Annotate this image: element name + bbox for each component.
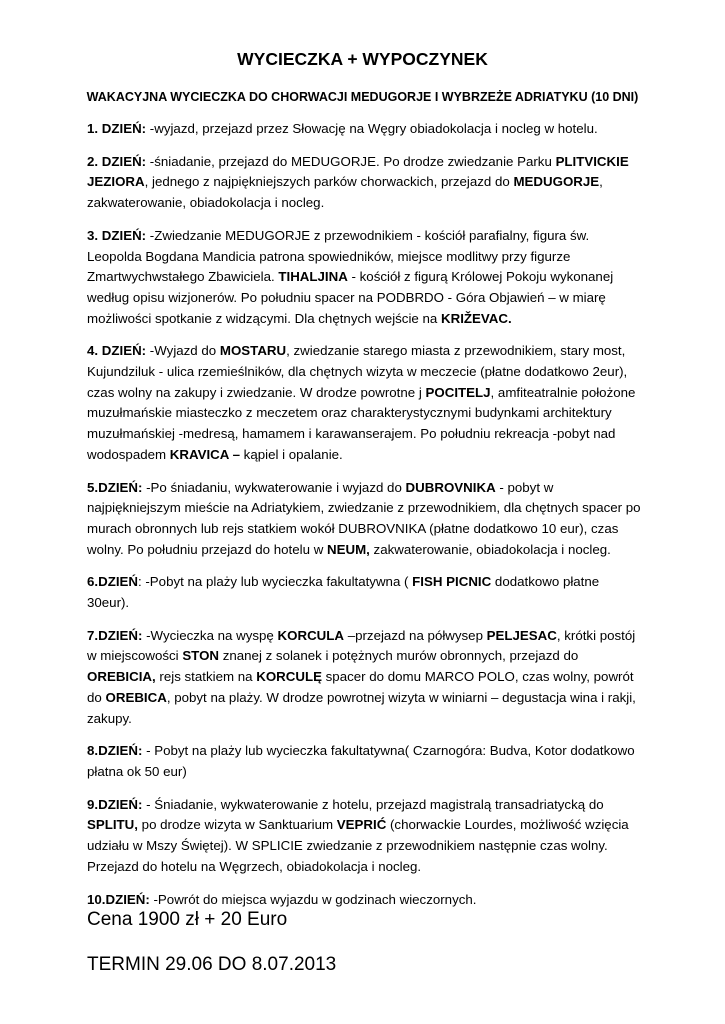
- text-run: dodatkowo płatne 30eur).: [87, 574, 600, 611]
- bold-text-run: 4. DZIEŃ:: [87, 343, 147, 359]
- bold-text-run: 1. DZIEŃ:: [87, 121, 147, 136]
- text-run: , amfiteatralnie położone muzułmańskie miasteczko z meczetem oraz charakterystycznymi budynkami architektury muzułmańskiej -medresą, hamamem i karawanserajem. Po południu rekreacja -pobyt nad wodospadem: [87, 384, 636, 462]
- text-run: spacer do domu MARCO POLO, czas wolny, powrót do: [87, 669, 634, 705]
- text-run: kąpiel i opalanie.: [239, 446, 343, 462]
- itinerary-day-5: [87, 478, 643, 561]
- itinerary-day-9: [87, 795, 643, 878]
- bold-text-run: 5.DZIEŃ:: [87, 479, 143, 495]
- itinerary-day-3: [87, 226, 643, 330]
- itinerary-day-2: [87, 152, 643, 214]
- bold-text-run: VEPRIĆ: [336, 817, 387, 833]
- text-run: znanej z solanek i potężnych murów obronnych, przejazd do: [219, 648, 579, 664]
- text-run: -Wycieczka na wyspę: [142, 627, 278, 643]
- bold-text-run: KORCULA: [277, 627, 345, 643]
- price: Cena 1900 zł + 20 Euro: [87, 909, 288, 930]
- bold-text-run: SPLITU,: [87, 817, 138, 833]
- page-subtitle: WAKACYJNA WYCIECZKA DO CHORWACJI MEDUGORJE I WYBRZEŻE ADRIATYKU (10 DNI): [86, 90, 639, 104]
- text-run: , zakwaterowanie, obiadokolacja i nocleg.: [87, 174, 603, 211]
- text-run: , jednego z najpiękniejszych parków chorwackich, przejazd do: [144, 174, 514, 190]
- itinerary-day-4: [87, 341, 643, 465]
- text-run: -Powrót do miejsca wyjazdu w godzinach wieczornych.: [149, 891, 477, 907]
- text-run: , krótki postój w miejscowości: [87, 627, 636, 664]
- bold-text-run: FISH PICNIC: [412, 574, 492, 590]
- bold-text-run: PELJESAC: [486, 627, 557, 643]
- itinerary-day-6: [87, 572, 643, 613]
- text-run: (chorwackie Lourdes, możliwość wzięcia udziału w Mszy Świętej). W SPLICIE zwiedzanie z przewodnikiem następnie czas wolny. Przejazd do hotelu na Węgrzech, obiadokolacja i nocleg.: [87, 817, 629, 874]
- bold-text-run: 7.DZIEŃ:: [87, 627, 143, 643]
- itinerary: [87, 119, 643, 922]
- bold-text-run: 8.DZIEŃ:: [87, 743, 143, 759]
- bold-text-run: 9.DZIEŃ:: [87, 796, 143, 812]
- text-run: - Śniadanie, wykwaterowanie z hotelu, przejazd magistralą transadriatycką do: [142, 796, 604, 812]
- bold-text-run: DUBROVNIKA: [405, 479, 496, 495]
- termin: TERMIN 29.06 DO 8.07.2013: [87, 954, 337, 975]
- bold-text-run: 6.DZIEŃ: [87, 574, 138, 590]
- text-run: - kościół z figurą Królowej Pokoju wykonanej według opisu wizjonerów. Po południu spacer na PODBRDO - Góra Objawień – w miarę możliwości spotkanie z widzącymi. Dla chętnych wejście na: [87, 269, 614, 326]
- text-run: rejs statkiem na: [155, 669, 257, 685]
- bold-text-run: OREBICIA,: [87, 669, 156, 685]
- itinerary-day-1: [87, 119, 643, 140]
- bold-text-run: MEDUGORJE: [513, 174, 600, 190]
- itinerary-day-8: [87, 741, 643, 782]
- bold-text-run: TIHALJINA: [278, 269, 348, 285]
- text-run: po drodze wizyta w Sanktuarium: [137, 817, 337, 833]
- text-run: , zwiedzanie starego miasta z przewodnikiem, stary most, Kujundziluk - ulica rzemieślników, dla chętnych wizyta w meczecie (płatne dodatkowo 2eur), czas wolny na zakupy i zwiedzanie. W drodze powrotne j: [87, 343, 628, 400]
- bold-text-run: OREBICA: [105, 689, 167, 705]
- text-run: : -Pobyt na plaży lub wycieczka fakultatywna (: [137, 574, 413, 590]
- bold-text-run: 10.DZIEŃ:: [87, 891, 150, 907]
- bold-text-run: STON: [182, 648, 220, 664]
- itinerary-day-7: [87, 626, 643, 730]
- text-run: - pobyt w najpiękniejszym mieście na Adriatykiem, zwiedzanie z przewodnikiem, dla chętnych spacer po murach obronnych lub rejs statkiem wokół DUBROVNIKA (płatne dodatkowo 10 eur), czas wolny. Po południu przejazd do hotelu w: [87, 479, 641, 557]
- bold-text-run: KRAVICA –: [169, 446, 240, 462]
- bold-text-run: KORCULĘ: [256, 669, 322, 685]
- text-run: zakwaterowanie, obiadokolacja i nocleg.: [369, 541, 611, 557]
- text-run: -Zwiedzanie MEDUGORJE z przewodnikiem - kościół parafialny, figura św. Leopolda Bogdana Mandicia patrona spowiedników, miejsce modlitwy przy figurze Zmartwychwstałego Zbawiciela.: [87, 227, 590, 285]
- text-run: - Pobyt na plaży lub wycieczka fakultatywna( Czarnogóra: Budva, Kotor dodatkowo płatna ok 50 eur): [87, 743, 635, 779]
- text-run: -Wyjazd do: [146, 343, 220, 359]
- bold-text-run: POCITELJ: [425, 384, 491, 400]
- bold-text-run: MOSTARU: [219, 343, 287, 359]
- page-title: WYCIECZKA + WYPOCZYNEK: [237, 49, 488, 69]
- text-run: -wyjazd, przejazd przez Słowację na Węgry obiadokolacja i nocleg w hotelu.: [146, 121, 598, 136]
- bold-text-run: NEUM,: [327, 541, 370, 557]
- bold-text-run: PLITVICKIE JEZIORA: [87, 153, 629, 190]
- bold-text-run: KRIŽEVAC.: [440, 310, 512, 326]
- text-run: -śniadanie, przejazd do MEDUGORJE. Po drodze zwiedzanie Parku: [146, 153, 556, 169]
- text-run: , pobyt na plaży. W drodze powrotnej wizyta w winiarni – degustacja wina i rakji, zakupy.: [87, 689, 636, 726]
- bold-text-run: 3. DZIEŃ:: [87, 227, 147, 243]
- text-run: -Po śniadaniu, wykwaterowanie i wyjazd do: [142, 479, 406, 495]
- text-run: –przejazd na półwysep: [344, 627, 487, 643]
- bold-text-run: 2. DZIEŃ:: [87, 153, 147, 169]
